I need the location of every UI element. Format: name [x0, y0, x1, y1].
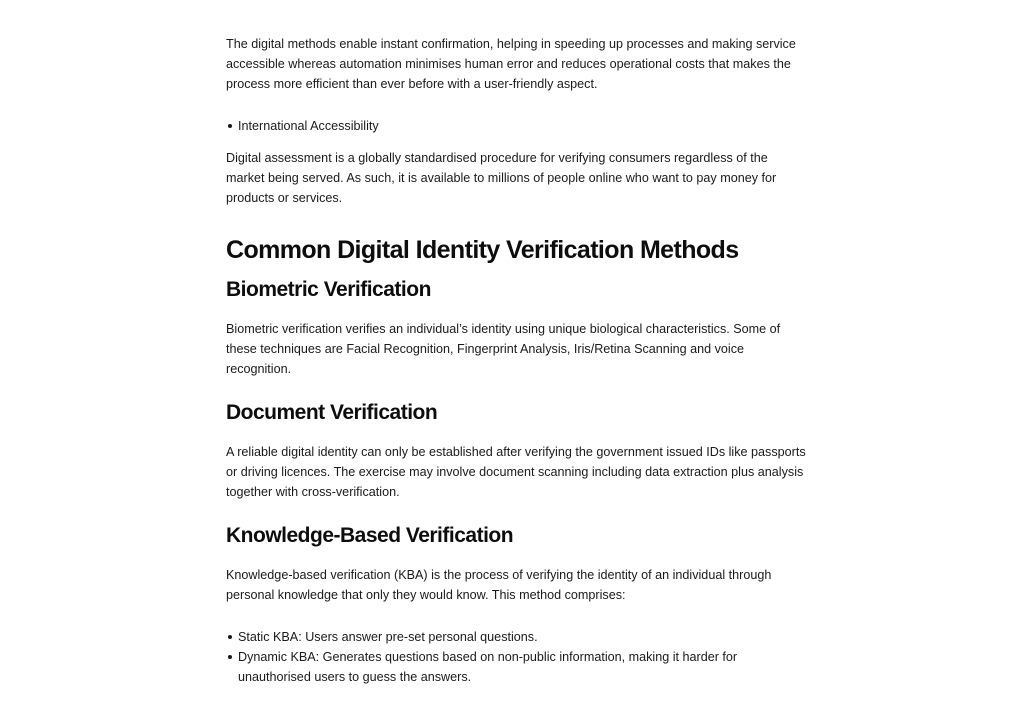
benefits-list — [226, 116, 806, 136]
list-item: Static KBA: Users answer pre-set personal questions. — [238, 627, 806, 647]
kba-heading: Knowledge-Based Verification — [226, 524, 514, 547]
section-title: Common Digital Identity Verification Methods — [226, 236, 739, 264]
biometric-paragraph: Biometric verification verifies an individual’s identity using unique biological characteristics. Some of these techniques are Facial Recognition, Fingerprint Analysis, Iris/Retina Scanning and voice recognition. — [226, 322, 781, 376]
intro-paragraph: The digital methods enable instant confirmation, helping in speeding up processes and making service accessible whereas automation minimises human error and reduces operational costs that makes the process more efficient than ever before with a user-friendly aspect. — [226, 37, 796, 91]
document-body — [226, 34, 806, 687]
list-item: International Accessibility — [238, 116, 806, 136]
kba-paragraph: Knowledge-based verification (KBA) is the process of verifying the identity of an individual through personal knowledge that only they would know. This method comprises: — [226, 568, 772, 602]
document-heading: Document Verification — [226, 401, 438, 424]
document-paragraph: A reliable digital identity can only be established after verifying the government issued IDs like passports or driving licences. The exercise may involve document scanning including data extraction plus analysis together with cross-verification. — [226, 445, 806, 499]
list-item: Dynamic KBA: Generates questions based on non-public information, making it harder for unauthorised users to guess the answers. — [238, 647, 806, 687]
international-paragraph: Digital assessment is a globally standardised procedure for verifying consumers regardless of the market being served. As such, it is available to millions of people online who want to pay money for products or services. — [226, 151, 777, 205]
biometric-heading: Biometric Verification — [226, 278, 431, 301]
kba-list — [226, 627, 806, 687]
